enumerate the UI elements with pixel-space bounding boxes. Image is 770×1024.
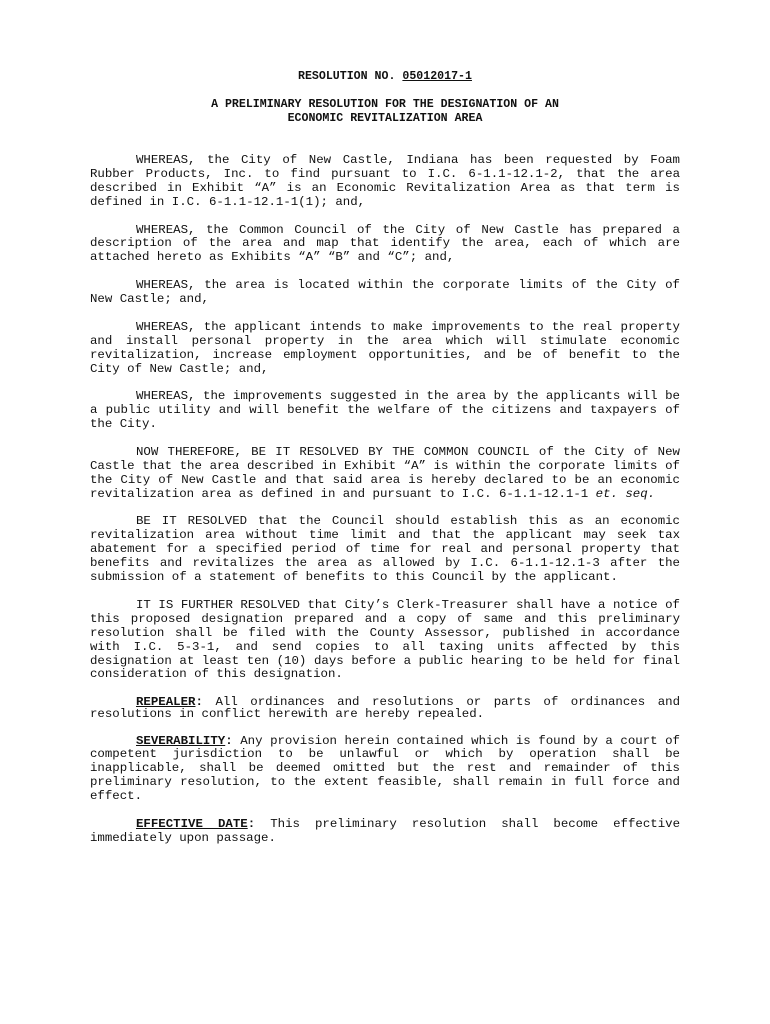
whereas-paragraph-3: WHEREAS, the area is located within the corporate limits of the City of New Castle; and,: [90, 278, 680, 307]
title-prefix: RESOLUTION NO.: [298, 70, 403, 83]
severability-colon: :: [225, 733, 233, 748]
subtitle-line-2: ECONOMIC REVITALIZATION AREA: [287, 112, 483, 125]
severability-heading: SEVERABILITY: [136, 733, 226, 748]
effective-date-colon: :: [247, 816, 256, 831]
be-it-resolved-paragraph: BE IT RESOLVED that the Council should establish this as an economic revitalization area without time limit and that the applicant may seek tax abatement for a specified period of time for real and personal property that benefits and revitalizes the area as allowed by I.C. 6-1.1-12.1-3 after the submission of a statement of benefits to this Council by the applicant.: [90, 514, 680, 585]
whereas-paragraph-5: WHEREAS, the improvements suggested in the area by the applicants will be a public utility and will benefit the welfare of the citizens and taxpayers of the City.: [90, 389, 680, 432]
resolution-page: [90, 70, 680, 860]
further-resolved-paragraph: IT IS FURTHER RESOLVED that City’s Clerk-Treasurer shall have a notice of this proposed designation prepared and a copy of same and this preliminary resolution shall be filed with the County Assessor, published in accordance with I.C. 5-3-1, and send copies to all taxing units affected by this designation at least ten (10) days before a public hearing to be held for final consideration of this designation.: [90, 597, 680, 682]
severability-text: Any provision herein contained which is found by a court of competent jurisdiction to be unlawful or which by operation shall be inapplicable, shall be deemed omitted but the rest and remainder of this preliminary resolution, to the extent feasible, shall remain in full force and effect.: [90, 733, 680, 804]
whereas-paragraph-2: WHEREAS, the Common Council of the City of New Castle has prepared a description of the area and map that identify the area, each of which are attached hereto as Exhibits “A” “B” and “C”; and,: [90, 222, 680, 265]
severability-paragraph: [90, 735, 680, 805]
effective-date-text: This preliminary resolution shall become effective immediately upon passage.: [90, 816, 681, 845]
effective-date-heading: EFFECTIVE DATE: [136, 816, 248, 831]
whereas-paragraph-1: WHEREAS, the City of New Castle, Indiana has been requested by Foam Rubber Products, Inc. to find pursuant to I.C. 6-1.1-12.1-2, that the area described in Exhibit “A” is an Economic Revitalization Area as that term is defined in I.C. 6-1.1-12.1-1(1); and,: [90, 153, 680, 209]
repealer-paragraph: [90, 696, 680, 720]
effective-date-paragraph: [90, 818, 680, 846]
repealer-text: All ordinances and resolutions or parts of ordinances and resolutions in conflict herewith are hereby repealed.: [90, 695, 680, 722]
et-seq-citation: et. seq.: [595, 486, 656, 501]
resolution-number: 05012017-1: [402, 70, 472, 83]
subtitle-line-1: A PRELIMINARY RESOLUTION FOR THE DESIGNATION OF AN: [211, 98, 559, 111]
repealer-heading: REPEALER: [136, 695, 196, 710]
now-therefore-paragraph: [90, 446, 680, 502]
repealer-colon: :: [195, 695, 203, 710]
whereas-paragraph-4: WHEREAS, the applicant intends to make improvements to the real property and install personal property in the area which will stimulate economic revitalization, increase employment opportunities, and be of benefit to the City of New Castle; and,: [90, 319, 680, 376]
now-therefore-text: NOW THEREFORE, BE IT RESOLVED BY THE COMMON COUNCIL of the City of New Castle that the area described in Exhibit “A” is within the corporate limits of the City of New Castle and that said area is hereby declared to be an economic revitalization area as defined in and pursuant to I.C. 6-1.1-12.1-1: [90, 444, 680, 501]
resolution-subtitle: [90, 98, 680, 126]
resolution-title: [90, 70, 680, 84]
